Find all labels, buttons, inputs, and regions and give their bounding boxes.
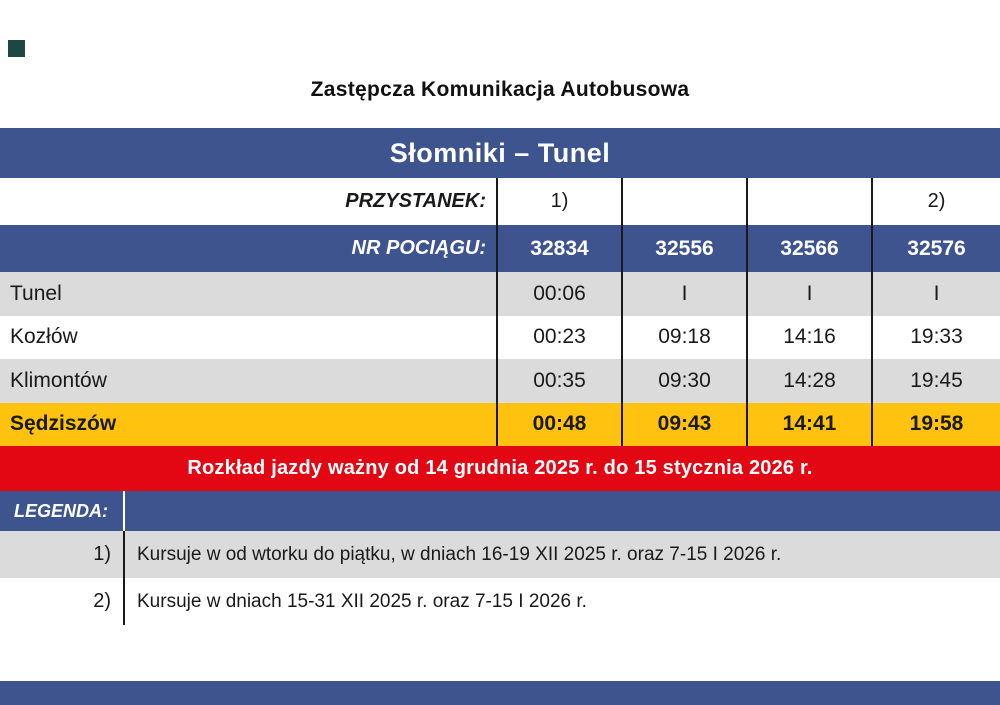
stop-mark-cell: 2) [871,178,1000,225]
station-name: Tunel [10,281,62,305]
legend-title: LEGENDA: [14,500,108,521]
time-cell: 00:48 [496,403,621,447]
train-number-cell: 32834 [496,225,621,272]
legend-item [0,531,1000,578]
time-cell: 09:43 [621,403,746,447]
validity-text: Rozkład jazdy ważny od 14 grudnia 2025 r. do 15 stycznia 2026 r. [187,457,813,479]
stop-mark-cell [621,178,746,225]
station-name: Klimontów [10,368,107,392]
train-number-row [0,225,1000,272]
time-cell: 00:06 [496,272,621,316]
legend [0,491,1000,625]
route-header-bar [0,128,1000,178]
time-cell: 09:18 [621,316,746,360]
page-title: Zastępcza Komunikacja Autobusowa [310,78,690,101]
time-cell: 19:58 [871,403,1000,447]
time-cell: I [746,272,871,316]
time-cell: 14:16 [746,316,871,360]
stop-mark-cell: 1) [496,178,621,225]
station-row [0,272,1000,316]
legend-header-row [0,491,1000,531]
time-cell: I [871,272,1000,316]
train-number-cell: 32576 [871,225,1000,272]
time-cell: I [621,272,746,316]
station-name: Kozłów [10,325,78,349]
stop-row-label: PRZYSTANEK: [345,190,486,212]
timetable [0,178,1000,446]
legend-header-spacer [123,491,1000,531]
legend-item-text: Kursuje w dniach 15-31 XII 2025 r. oraz 7-15 I 2026 r. [123,578,1000,625]
train-number-cell: 32566 [746,225,871,272]
time-cell: 19:33 [871,316,1000,360]
time-cell: 09:30 [621,359,746,403]
stop-mark-cell [746,178,871,225]
time-cell: 14:28 [746,359,871,403]
station-row [0,359,1000,403]
station-row [0,316,1000,360]
legend-item-mark: 1) [93,543,111,565]
train-row-label: NR POCIĄGU: [351,237,486,259]
legend-item-mark: 2) [93,590,111,612]
validity-banner [0,446,1000,491]
train-number-cell: 32556 [621,225,746,272]
time-cell: 00:23 [496,316,621,360]
legend-item-text: Kursuje w od wtorku do piątku, w dniach 16-19 XII 2025 r. oraz 7-15 I 2026 r. [123,531,1000,578]
corner-logo-square [8,40,25,57]
legend-item [0,578,1000,625]
station-name: Sędziszów [10,412,117,436]
station-row-terminus [0,403,1000,447]
time-cell: 14:41 [746,403,871,447]
time-cell: 00:35 [496,359,621,403]
time-cell: 19:45 [871,359,1000,403]
stop-number-row [0,178,1000,225]
footer-bar [0,681,1000,705]
route-title: Słomniki – Tunel [389,137,611,168]
